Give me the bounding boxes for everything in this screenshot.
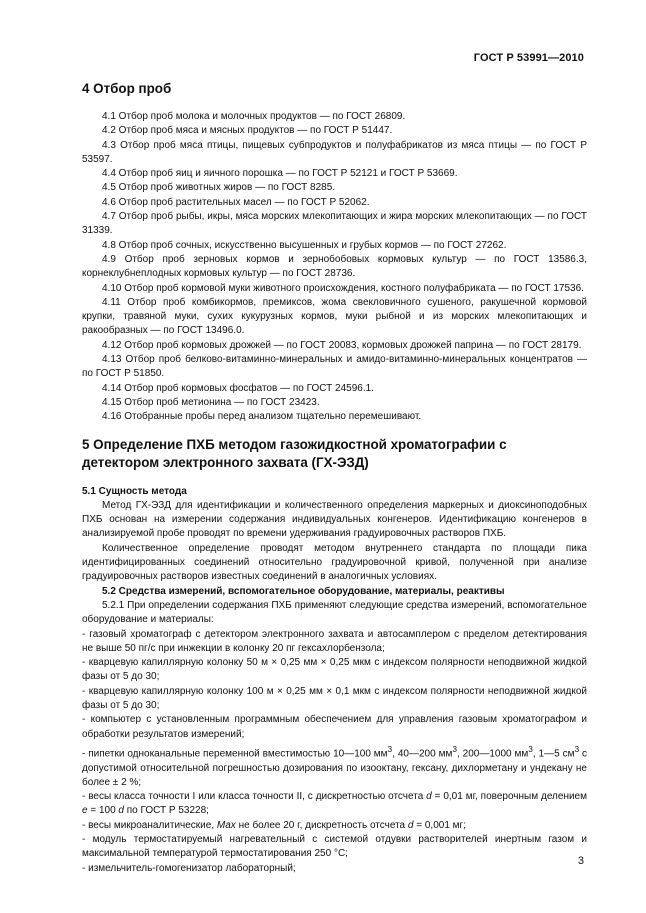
list-item-thermostat-module: - модуль термостатируемый нагревательный с системой отдувки растворителей инертным газом и максимальной температурой термостатирования 250 °С;: [82, 833, 587, 860]
pipettes-sup-2: 3: [452, 743, 457, 754]
pipettes-text-a: - пипетки одноканальные переменной вместимостью 10—100 мм: [82, 748, 388, 760]
pipettes-sup-1: 3: [387, 743, 393, 754]
pipettes-text-e: с допустимой относительной погрешностью дозирования по изооктану, гексану, дихлорметану и ундекану не более ± 2 %;: [82, 748, 587, 788]
document-body: [82, 76, 587, 876]
scales-var-d: d: [426, 791, 432, 803]
list-item-computer: - компьютер с установленным программным обеспечением для управления газовым хроматографом и обработки результатов измерений;: [82, 714, 587, 740]
document-header: ГОСТ Р 53991—2010: [473, 52, 584, 64]
page-number: 3: [577, 855, 584, 867]
list-item-scales: [82, 790, 587, 819]
clause-4-11: 4.11 Отбор проб комбикормов, премиксов, жома свекловичного сушеного, ракушечной кормовой крупки, травяной муки, сухих кукурузных кормов, муки рыбной и из морских млекопитающих и ракообразных — по ГОСТ 13496.0.: [82, 296, 587, 337]
section-5-heading: 5 Определение ПХБ методом газожидкостной хроматографии с детектором электронного захвата (ГХ-ЭЗД): [82, 436, 507, 470]
clause-4-8: 4.8 Отбор проб сочных, искусственно высушенных и грубых кормов — по ГОСТ 27262.: [102, 239, 507, 251]
microscales-text-b: не более 20 г, дискретность отсчета: [235, 819, 408, 831]
scales-text-a: - весы класса точности I или класса точности II, с дискретностью отсчета: [82, 791, 427, 803]
clause-4-6: 4.6 Отбор проб растительных масел — по ГОСТ Р 52062.: [102, 196, 370, 208]
scales-text-f: по ГОСТ Р 53228;: [123, 805, 209, 817]
pipettes-sup-4: 3: [574, 743, 580, 754]
scales-text-c: = 100: [87, 805, 119, 817]
pipettes-text-c: , 200—1000 мм: [456, 748, 529, 760]
clause-4-10: 4.10 Отбор проб кормовой муки животного происхождения, костного полуфабриката — по ГОСТ 17536.: [102, 282, 584, 294]
list-item-homogenizer: - измельчитель-гомогенизатор лабораторный;: [82, 862, 296, 874]
clause-4-3: 4.3 Отбор проб мяса птицы, пищевых субпродуктов и полуфабрикатов из мяса птицы — по ГОСТ Р 53597.: [82, 139, 587, 165]
clause-4-16: 4.16 Отобранные пробы перед анализом тщательно перемешивают.: [102, 411, 422, 423]
clause-4-2: 4.2 Отбор проб мяса и мясных продуктов — по ГОСТ Р 51447.: [102, 125, 393, 137]
section-4-list: [82, 110, 587, 425]
list-item-column-50m: - кварцевую капиллярную колонку 50 м × 0,25 мм × 0,25 мкм с индексом полярности неподвижной жидкой фазы от 5 до 30;: [82, 657, 587, 683]
clause-4-12: 4.12 Отбор проб кормовых дрожжей — по ГОСТ 20083, кормовых дрожжей паприна — по ГОСТ 28179.: [102, 339, 582, 351]
subsection-5-1-heading: 5.1 Сущность метода: [82, 485, 187, 497]
section-4-heading: 4 Отбор проб: [82, 81, 172, 96]
pipettes-text-d: , 1—5 см: [532, 748, 575, 760]
list-item-pipettes: [82, 742, 587, 790]
list-item-column-100m: - кварцевую капиллярную колонку 100 м × 0,25 мм × 0,1 мкм с индексом полярности неподвижной жидкой фазы от 5 до 30;: [82, 685, 587, 711]
list-item-gas-chromatograph: - газовый хроматограф с детектором электронного захвата и автосамплером с пределом детектирования не выше 50 пг/с при инжекции в колонку 20 пг гексахлорбензола;: [82, 628, 587, 654]
clause-4-5: 4.5 Отбор проб животных жиров — по ГОСТ 8285.: [102, 182, 336, 194]
clause-5-2-1-intro: 5.2.1 При определении содержания ПХБ применяют следующие средства измерений, вспомогательное оборудование и материалы:: [82, 599, 587, 626]
clause-4-4: 4.4 Отбор проб яиц и яичного порошка — по ГОСТ Р 52121 и ГОСТ Р 53669.: [102, 168, 458, 180]
microscales-var-max: Max: [216, 819, 236, 831]
clause-4-9: 4.9 Отбор проб зерновых кормов и зернобобовых кормовых культур — по ГОСТ 13586.3, корнеклубнеплодных кормовых культур — по ГОСТ 28736.: [82, 253, 587, 280]
scales-var-e: e: [82, 805, 88, 817]
microscales-var-d: d: [407, 819, 414, 831]
subsection-5-2-heading: 5.2 Средства измерений, вспомогательное оборудование, материалы, реактивы: [102, 585, 505, 597]
subsection-5-1-paragraph-2: Количественное определение проводят методом внутреннего стандарта по площади пика идентифицированных соединений относительно градуировочной кривой, полученной при анализе градуировочных растворов известных соединений в аналогичных условиях.: [82, 542, 587, 583]
subsection-5-1-paragraph-1: Метод ГХ-ЭЗД для идентификации и количественного определения маркерных и диоксиноподобных ПХБ основан на измерении содержания индивидуальных конгенеров. Идентификацию конгенеров в анализируемой пробе проводят по времени удерживания градуировочных растворов ПХБ.: [82, 499, 587, 540]
pipettes-text-b: , 40—200 мм: [392, 748, 453, 760]
clause-4-7: 4.7 Отбор проб рыбы, икры, мяса морских млекопитающих и жира морских млекопитающих — по ГОСТ 31339.: [82, 211, 587, 237]
clause-4-1: 4.1 Отбор проб молока и молочных продуктов — по ГОСТ 26809.: [102, 111, 406, 122]
microscales-text-a: - весы микроаналитические,: [82, 819, 217, 831]
clause-4-14: 4.14 Отбор проб кормовых фосфатов — по ГОСТ 24596.1.: [102, 382, 374, 394]
clause-4-13: 4.13 Отбор проб белково-витаминно-минеральных и амидо-витаминно-минеральных концентратов — по ГОСТ Р 51850.: [82, 354, 587, 380]
scales-var-d2: d: [118, 805, 124, 817]
microscales-text-c: = 0,001 мг;: [413, 819, 466, 831]
clause-4-15: 4.15 Отбор проб метионина — по ГОСТ 23423.: [102, 396, 320, 408]
pipettes-sup-3: 3: [528, 743, 533, 754]
scales-text-b: = 0,01 мг, поверочным делением: [431, 791, 587, 803]
list-item-microscales: [82, 819, 587, 833]
